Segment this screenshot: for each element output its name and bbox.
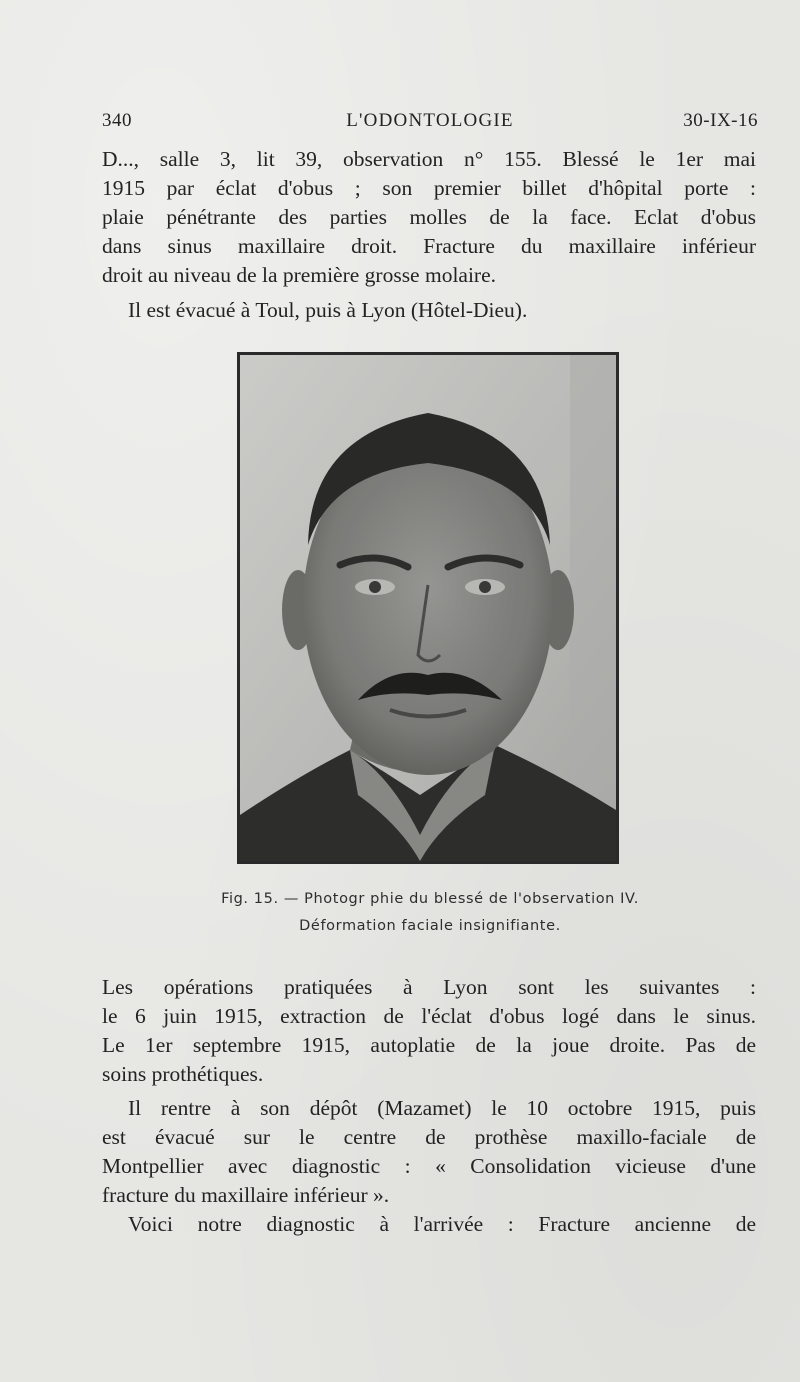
text-line: Voici notre diagnostic à l'arrivée : Fracture ancienne de bbox=[128, 1212, 756, 1236]
text-line: D..., salle 3, lit 39, observation n° 155. Blessé le 1er mai bbox=[102, 147, 756, 171]
text-line: dans sinus maxillaire droit. Fracture du maxillaire inférieur bbox=[102, 234, 756, 258]
text-line: Les opérations pratiquées à Lyon sont les suivantes : bbox=[102, 975, 756, 999]
portrait-image bbox=[240, 355, 616, 861]
header-date: 30-IX-16 bbox=[683, 110, 758, 131]
text-line: fracture du maxillaire inférieur ». bbox=[102, 1183, 390, 1207]
paragraph-diagnosis bbox=[102, 1210, 756, 1239]
text-line: le 6 juin 1915, extraction de l'éclat d'obus logé dans le sinus. bbox=[102, 1004, 756, 1028]
figure-caption-line2: Déformation faciale insignifiante. bbox=[299, 918, 561, 934]
text-line: Il rentre à son dépôt (Mazamet) le 10 octobre 1915, puis bbox=[128, 1096, 756, 1120]
text-line: Le 1er septembre 1915, autoplatie de la joue droite. Pas de bbox=[102, 1033, 756, 1057]
text-line: droit au niveau de la première grosse molaire. bbox=[102, 263, 497, 287]
text-line: Montpellier avec diagnostic : « Consolidation vicieuse d'une bbox=[102, 1154, 756, 1178]
paragraph-operations bbox=[102, 973, 756, 1089]
paragraph-evacuation bbox=[102, 296, 756, 325]
paragraph-depot bbox=[102, 1094, 756, 1210]
running-title: L'ODONTOLOGIE bbox=[346, 110, 514, 131]
text-line: 1915 par éclat d'obus ; son premier billet d'hôpital porte : bbox=[102, 176, 756, 200]
paragraph-observation bbox=[102, 145, 756, 290]
portrait-photograph bbox=[237, 352, 619, 864]
page-number: 340 bbox=[102, 110, 132, 131]
text-line: soins prothétiques. bbox=[102, 1062, 264, 1086]
text-line: plaie pénétrante des parties molles de la face. Eclat d'obus bbox=[102, 205, 756, 229]
page-header bbox=[102, 110, 758, 138]
text-line: est évacué sur le centre de prothèse maxillo-faciale de bbox=[102, 1125, 756, 1149]
figure-caption-line1: Fig. 15. — Photogr phie du blessé de l'observation IV. bbox=[221, 891, 639, 907]
text-line: Il est évacué à Toul, puis à Lyon (Hôtel-Dieu). bbox=[128, 298, 528, 322]
